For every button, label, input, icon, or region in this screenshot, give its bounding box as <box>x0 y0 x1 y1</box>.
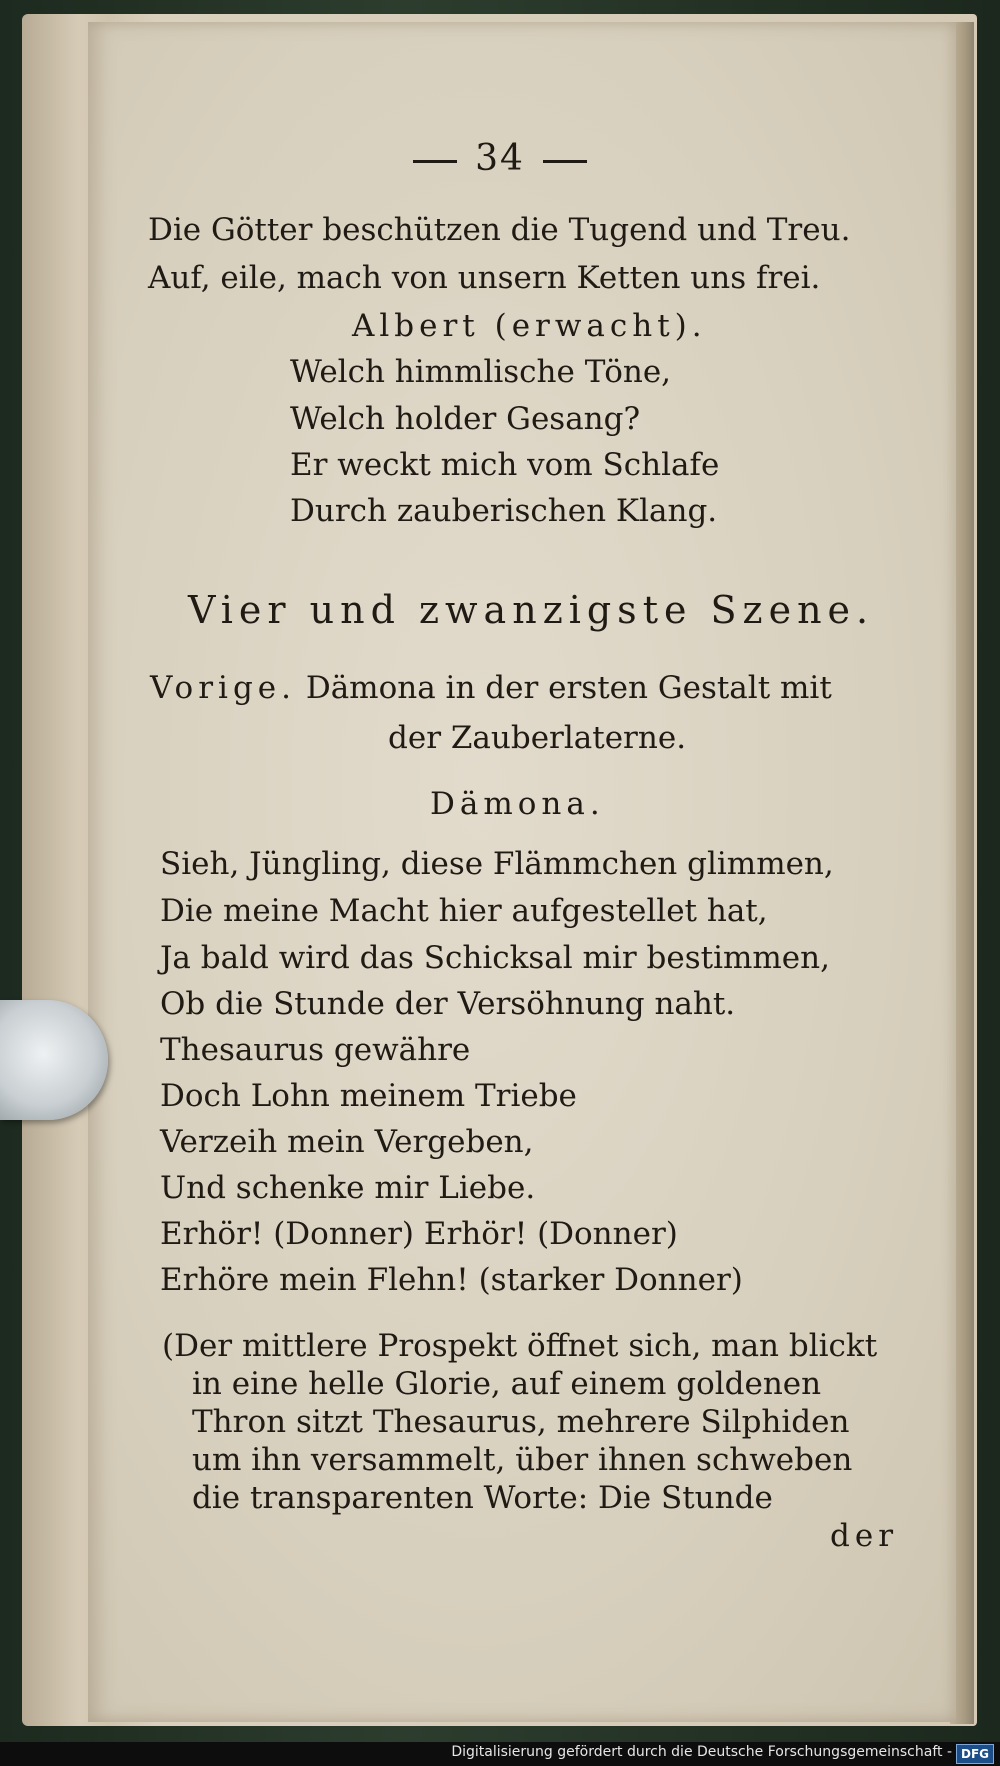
verse-line-8: Und schenke mir Liebe. <box>160 1170 536 1206</box>
direction-line-2: in eine helle Glorie, auf einem goldenen <box>192 1366 822 1402</box>
stage-line-1-rest: Dämona in der ersten Gestalt mit <box>305 670 832 706</box>
verse-line-2: Die meine Macht hier aufgestellet hat, <box>160 893 768 929</box>
stage-line-1 <box>150 670 832 706</box>
footer-bar <box>0 1742 1000 1766</box>
text-line-2: Auf, eile, mach von unsern Ketten uns frei. <box>148 260 821 296</box>
footer-credit: Digitalisierung gefördert durch die Deutsche Forschungsgemeinschaft - <box>451 1744 952 1760</box>
text-line-6: Er weckt mich vom Schlafe <box>290 447 720 483</box>
verse-line-10: Erhöre mein Flehn! (starker Donner) <box>160 1262 743 1298</box>
dfg-logo-icon: DFG <box>956 1744 994 1764</box>
text-line-7: Durch zauberischen Klang. <box>290 493 718 529</box>
text-line-3: Albert (erwacht). <box>352 308 707 344</box>
page-number <box>0 138 1000 179</box>
page-number-value: 34 <box>475 138 525 179</box>
dash-left <box>413 160 457 163</box>
text-line-5: Welch holder Gesang? <box>290 401 641 437</box>
verse-line-9: Erhör! (Donner) Erhör! (Donner) <box>160 1216 678 1252</box>
scene-heading: Vier und zwanzigste Szene. <box>188 588 875 632</box>
verse-line-7: Verzeih mein Vergeben, <box>160 1124 534 1160</box>
stage-line-2: der Zauberlaterne. <box>388 720 687 756</box>
verse-line-3: Ja bald wird das Schicksal mir bestimmen, <box>160 940 830 976</box>
direction-line-1: (Der mittlere Prospekt öffnet sich, man blickt <box>162 1328 878 1364</box>
verse-line-4: Ob die Stunde der Versöhnung naht. <box>160 986 736 1022</box>
verse-line-1: Sieh, Jüngling, diese Flämmchen glimmen, <box>160 846 834 882</box>
verse-line-6: Doch Lohn meinem Triebe <box>160 1078 577 1114</box>
stage-line-1-label: Vorige. <box>150 670 296 706</box>
speaker-name: Dämona. <box>430 786 605 822</box>
direction-line-4: um ihn versammelt, über ihnen schweben <box>192 1442 853 1478</box>
text-line-1: Die Götter beschützen die Tugend und Treu. <box>148 212 851 248</box>
direction-line-5: die transparenten Worte: Die Stunde <box>192 1480 773 1516</box>
verse-line-5: Thesaurus gewähre <box>160 1032 471 1068</box>
direction-line-6: der <box>830 1518 899 1554</box>
dash-right <box>543 160 587 163</box>
text-line-4: Welch himmlische Töne, <box>290 354 672 390</box>
direction-line-3: Thron sitzt Thesaurus, mehrere Silphiden <box>192 1404 850 1440</box>
